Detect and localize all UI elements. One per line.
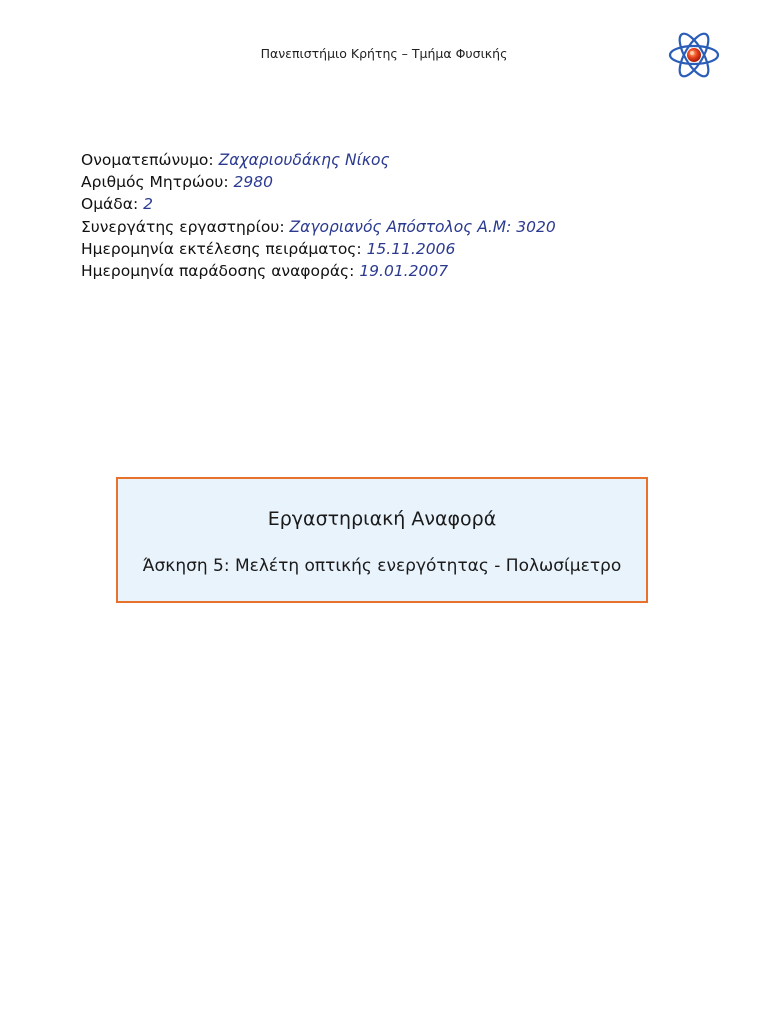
delivery-date-value: 19.01.2007 [359,262,449,281]
name-row [81,149,556,171]
report-title-box [116,477,648,603]
atom-icon [666,30,722,80]
page-header: Πανεπιστήμιο Κρήτης – Τμήμα Φυσικής [260,46,508,61]
name-value: Ζαχαριουδάκης Νίκος [218,151,390,169]
execution-date-label: Ημερομηνία εκτέλεσης πειράματος: [81,239,362,258]
delivery-date-row [81,260,556,282]
group-label: Ομάδα: [81,195,139,214]
group-row [81,193,556,215]
execution-date-row [81,238,556,260]
partner-row [81,216,556,238]
name-label: Ονοματεπώνυμο: [81,151,214,169]
registration-value: 2980 [233,173,273,192]
partner-value: Ζαγοριανός Απόστολος [289,217,473,236]
registration-label: Αριθμός Μητρώου: [81,173,229,192]
execution-date-value: 15.11.2006 [366,239,456,258]
partner-am-value: 3020 [516,217,556,236]
report-subtitle: Άσκηση 5: Μελέτη οπτικής ενεργότητας - Πολωσίμετρο [142,556,622,576]
partner-am-label: Α.Μ: [477,217,512,236]
delivery-date-label: Ημερομηνία παράδοσης αναφοράς: [81,262,355,281]
group-value: 2 [143,195,154,214]
registration-row [81,171,556,193]
report-title: Εργαστηριακή Αναφορά [267,508,497,530]
partner-label: Συνεργάτης εργαστηρίου: [81,217,285,236]
student-info [81,149,556,282]
